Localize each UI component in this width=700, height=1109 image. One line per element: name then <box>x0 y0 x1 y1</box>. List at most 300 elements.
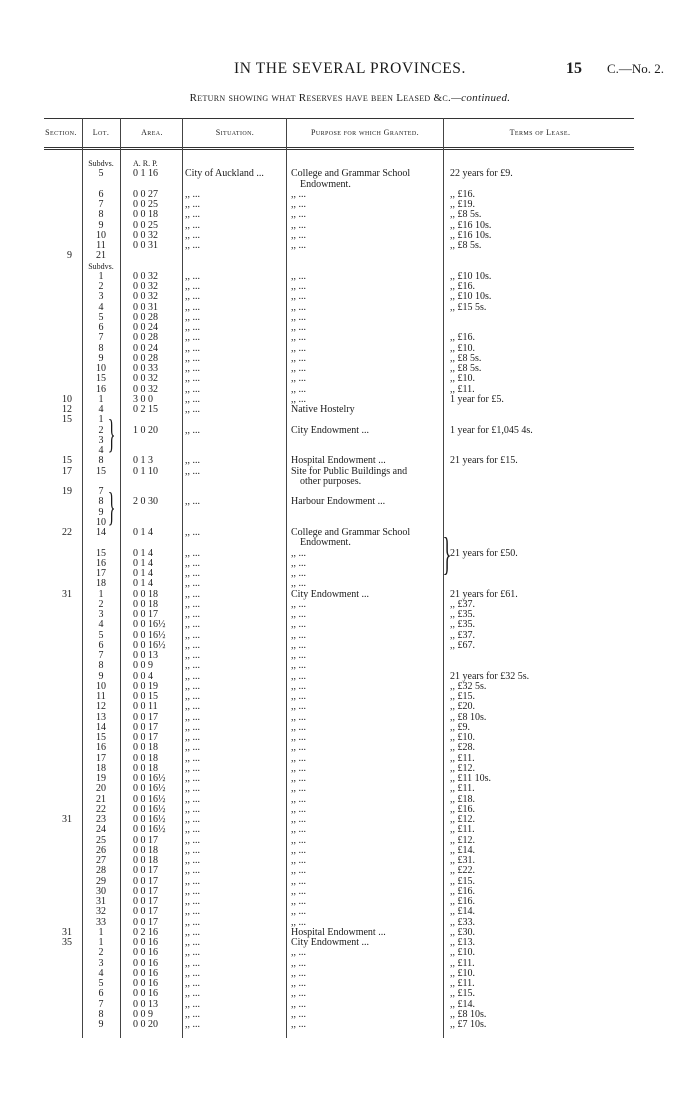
table-cell-terms: ,, £16. <box>450 281 475 292</box>
table-cell-terms: ,, £28. <box>450 742 475 754</box>
table-cell-lot: 7 <box>98 650 104 661</box>
table-cell-purpose: ,, ... <box>291 701 306 713</box>
table-cell-area: 0 0 31 <box>133 240 158 251</box>
table-cell-lot: 18 <box>96 762 106 774</box>
table-cell-area: 0 0 17 <box>133 885 158 897</box>
table-cell-area: 0 0 17 <box>133 609 158 620</box>
table-cell-area: 0 0 9 <box>133 660 153 672</box>
table-cell-lot: 10 <box>96 680 106 692</box>
table-cell-purpose: ,, ... <box>291 957 306 969</box>
table-cell-area: 0 0 27 <box>133 188 158 200</box>
table-cell-section: 9 <box>67 250 72 262</box>
table-cell-terms: ,, £10. <box>450 947 475 959</box>
table-cell-situation: ,, ... <box>185 814 200 825</box>
table-cell-lot: 9 <box>98 219 104 231</box>
table-cell-purpose: other purposes. <box>300 475 362 487</box>
lot-brace: } <box>107 484 116 529</box>
table-cell-area: 0 1 3 <box>133 455 153 467</box>
table-cell-area: 0 0 17 <box>133 834 158 846</box>
table-cell-situation: ,, ... <box>185 1008 200 1020</box>
table-cell-area: 0 0 16 <box>133 947 158 959</box>
table-cell-lot: 5 <box>98 168 104 180</box>
table-cell-lot: 24 <box>96 824 106 836</box>
table-cell-situation: ,, ... <box>185 188 200 200</box>
table-cell-terms: ,, £10 10s. <box>450 270 492 282</box>
table-cell-area: 0 1 10 <box>133 465 158 477</box>
table-cell-lot: 1 <box>98 588 104 600</box>
table-cell-purpose: City Endowment ... <box>291 424 370 436</box>
table-cell-lot: 16 <box>96 383 106 395</box>
table-cell-purpose: ,, ... <box>291 188 306 200</box>
table-cell-section: 22 <box>62 527 72 538</box>
table-cell-situation: ,, ... <box>185 711 200 723</box>
table-cell-area: A. R. P. <box>133 159 158 168</box>
table-cell-lot: 9 <box>98 670 104 682</box>
table-cell-situation: ,, ... <box>185 322 200 333</box>
table-cell-purpose: ,, ... <box>291 332 306 344</box>
table-cell-terms: ,, £11 10s. <box>450 773 492 784</box>
table-cell-terms: ,, £11. <box>450 752 475 764</box>
table-cell-purpose: ,, ... <box>291 793 306 805</box>
table-cell-situation: ,, ... <box>185 609 200 620</box>
table-cell-terms: ,, £10. <box>450 732 475 743</box>
table-cell-area: 0 0 31 <box>133 301 158 313</box>
header-bottom-rule <box>44 147 634 148</box>
table-cell-area: 0 0 32 <box>133 270 158 282</box>
table-cell-lot: 5 <box>98 629 104 641</box>
header-top-rule <box>44 118 634 119</box>
table-cell-lot: 18 <box>96 578 106 590</box>
table-cell-situation: ,, ... <box>185 629 200 641</box>
table-cell-lot: 10 <box>96 229 106 241</box>
table-cell-lot: 12 <box>96 701 106 713</box>
table-cell-lot: 8 <box>98 342 104 354</box>
table-cell-area: 0 0 17 <box>133 732 158 743</box>
table-cell-terms: ,, £11. <box>450 783 475 795</box>
table-cell-area: 0 0 17 <box>133 711 158 723</box>
table-cell-terms: 21 years for £50. <box>450 547 518 559</box>
table-cell-terms: ,, £14. <box>450 998 475 1010</box>
table-cell-situation: ,, ... <box>185 270 200 282</box>
table-cell-situation: ,, ... <box>185 219 200 231</box>
table-cell-purpose: ,, ... <box>291 721 306 733</box>
table-cell-area: 0 0 18 <box>133 588 158 600</box>
table-cell-area: 0 0 18 <box>133 855 158 866</box>
table-cell-area: 0 0 28 <box>133 332 158 344</box>
table-cell-lot: 8 <box>98 1008 104 1020</box>
table-cell-purpose: ,, ... <box>291 373 306 385</box>
table-cell-area: 0 0 16½ <box>133 629 166 641</box>
table-cell-lot: 4 <box>98 445 104 456</box>
table-cell-terms: ,, £12. <box>450 814 475 825</box>
table-cell-area: 0 0 17 <box>133 721 158 733</box>
table-cell-situation: ,, ... <box>185 598 200 610</box>
table-cell-terms: ,, £10 10s. <box>450 291 492 303</box>
table-cell-area: 0 0 28 <box>133 311 158 323</box>
table-cell-situation: ,, ... <box>185 660 200 672</box>
table-cell-purpose: Hospital Endowment ... <box>291 455 386 467</box>
table-cell-area: 0 2 16 <box>133 926 158 938</box>
table-cell-purpose: ,, ... <box>291 1019 306 1030</box>
table-cell-situation: ,, ... <box>185 916 200 928</box>
table-cell-terms: ,, £8 10s. <box>450 1008 487 1020</box>
table-cell-terms: 1 year for £5. <box>450 393 504 405</box>
table-cell-terms: ,, £10. <box>450 373 475 385</box>
table-cell-lot: 6 <box>98 188 104 200</box>
table-cell-lot: 15 <box>96 732 106 743</box>
table-cell-purpose: ,, ... <box>291 896 306 907</box>
table-cell-lot: 3 <box>98 291 104 303</box>
table-cell-area: 0 0 17 <box>133 916 158 928</box>
table-cell-terms: ,, £14. <box>450 844 475 856</box>
table-cell-lot: 16 <box>96 557 106 569</box>
table-cell-lot: 3 <box>98 609 104 620</box>
table-cell-terms: ,, £11. <box>450 824 475 836</box>
table-cell-purpose: ,, ... <box>291 639 306 651</box>
table-cell-lot: 32 <box>96 906 106 918</box>
table-cell-lot: 30 <box>96 885 106 897</box>
table-cell-purpose: ,, ... <box>291 199 306 210</box>
table-cell-area: 0 0 18 <box>133 752 158 764</box>
table-cell-situation: ,, ... <box>185 455 200 467</box>
document-reference: C.—No. 2. <box>607 61 665 76</box>
table-cell-lot: 10 <box>96 363 106 374</box>
table-cell-lot: 26 <box>96 844 106 856</box>
table-subtitle: Return showing what Reserves have been Leased &c.—continued. <box>189 92 511 104</box>
table-cell-situation: ,, ... <box>185 783 200 795</box>
table-cell-terms: ,, £30. <box>450 926 475 938</box>
table-cell-situation: ,, ... <box>185 393 200 405</box>
table-cell-terms: ,, £33. <box>450 916 475 928</box>
table-cell-area: 0 0 33 <box>133 363 158 374</box>
table-cell-lot: 8 <box>98 496 104 508</box>
table-cell-terms: ,, £22. <box>450 865 475 877</box>
table-cell-situation: ,, ... <box>185 896 200 907</box>
table-cell-situation: ,, ... <box>185 752 200 764</box>
table-cell-situation: ,, ... <box>185 342 200 354</box>
table-cell-area: 0 0 16 <box>133 967 158 979</box>
table-cell-purpose: ,, ... <box>291 752 306 764</box>
table-cell-lot: 21 <box>96 793 106 805</box>
table-cell-purpose: ,, ... <box>291 947 306 959</box>
page-title: IN THE SEVERAL PROVINCES. <box>233 60 466 77</box>
table-cell-section: 19 <box>62 486 72 497</box>
table-cell-lot: 5 <box>98 978 104 989</box>
table-cell-situation: ,, ... <box>185 639 200 651</box>
table-cell-terms: ,, £14. <box>450 906 475 918</box>
table-cell-terms: ,, £12. <box>450 834 475 846</box>
table-cell-lot: 4 <box>98 967 104 979</box>
table-cell-lot: 14 <box>96 721 106 733</box>
table-cell-area: 0 0 17 <box>133 865 158 877</box>
table-cell-area: 0 0 13 <box>133 650 158 661</box>
table-cell-section: 31 <box>62 926 72 938</box>
table-cell-area: 0 1 4 <box>133 527 153 538</box>
table-cell-area: 0 0 16½ <box>133 824 166 836</box>
table-cell-terms: ,, £37. <box>450 629 475 641</box>
table-cell-situation: ,, ... <box>185 578 200 590</box>
table-cell-section: 17 <box>62 465 72 477</box>
table-cell-lot: 20 <box>96 783 106 795</box>
table-cell-lot: 5 <box>98 311 104 323</box>
table-cell-situation: ,, ... <box>185 793 200 805</box>
table-cell-purpose: ,, ... <box>291 691 306 702</box>
col-header-lot: Lot. <box>92 128 110 137</box>
table-cell-area: 0 0 18 <box>133 598 158 610</box>
table-cell-lot: 29 <box>96 875 106 887</box>
table-cell-section: 31 <box>62 814 72 825</box>
table-cell-lot: 31 <box>96 896 106 907</box>
table-cell-purpose: ,, ... <box>291 352 306 364</box>
table-cell-purpose: ,, ... <box>291 670 306 682</box>
table-cell-area: 0 0 16 <box>133 988 158 1000</box>
table-cell-situation: ,, ... <box>185 281 200 292</box>
table-cell-lot: 15 <box>96 547 106 559</box>
table-cell-area: 0 0 18 <box>133 742 158 754</box>
table-cell-purpose: ,, ... <box>291 824 306 836</box>
table-cell-area: 2 0 30 <box>133 496 158 508</box>
table-cell-purpose: ,, ... <box>291 547 306 559</box>
table-cell-area: 0 0 17 <box>133 875 158 887</box>
table-cell-terms: ,, £8 5s. <box>450 352 482 364</box>
table-cell-lot: 25 <box>96 834 106 846</box>
table-cell-lot: 11 <box>96 691 106 702</box>
table-cell-terms: ,, £16. <box>450 803 475 815</box>
table-cell-area: 0 0 15 <box>133 691 158 702</box>
table-cell-situation: ,, ... <box>185 967 200 979</box>
table-cell-purpose: ,, ... <box>291 844 306 856</box>
table-cell-terms: ,, £11. <box>450 978 475 989</box>
table-cell-lot: 1 <box>98 937 104 948</box>
table-cell-lot: 16 <box>96 742 106 754</box>
table-cell-purpose: City Endowment ... <box>291 937 370 948</box>
table-cell-situation: ,, ... <box>185 424 200 436</box>
table-cell-situation: ,, ... <box>185 773 200 784</box>
table-cell-situation: ,, ... <box>185 404 200 415</box>
table-cell-area: 0 0 13 <box>133 998 158 1010</box>
table-cell-purpose: ,, ... <box>291 855 306 866</box>
table-cell-area: 0 0 16½ <box>133 793 166 805</box>
table-cell-purpose: ,, ... <box>291 301 306 313</box>
table-cell-area: 0 0 16 <box>133 957 158 969</box>
table-cell-lot: 7 <box>98 486 104 497</box>
table-cell-area: 0 2 15 <box>133 404 158 415</box>
header-bottom-rule-2 <box>44 149 634 150</box>
table-cell-situation: ,, ... <box>185 363 200 374</box>
table-cell-situation: ,, ... <box>185 373 200 385</box>
table-cell-terms: 1 year for £1,045 4s. <box>450 424 533 436</box>
table-cell-purpose: ,, ... <box>291 885 306 897</box>
table-cell-situation: ,, ... <box>185 496 200 508</box>
lot-brace: } <box>107 411 116 456</box>
table-cell-situation: ,, ... <box>185 947 200 959</box>
table-cell-purpose: ,, ... <box>291 1008 306 1020</box>
table-cell-situation: ,, ... <box>185 885 200 897</box>
table-cell-lot: 9 <box>98 352 104 364</box>
table-cell-situation: ,, ... <box>185 619 200 631</box>
table-cell-purpose: ,, ... <box>291 998 306 1010</box>
table-cell-area: 0 0 18 <box>133 762 158 774</box>
table-cell-area: 3 0 0 <box>133 393 153 405</box>
table-cell-area: 0 0 9 <box>133 1008 153 1020</box>
table-cell-situation: ,, ... <box>185 834 200 846</box>
table-cell-situation: ,, ... <box>185 568 200 579</box>
table-cell-lot: 8 <box>98 660 104 672</box>
table-cell-situation: ,, ... <box>185 844 200 856</box>
table-cell-purpose: ,, ... <box>291 629 306 641</box>
table-cell-terms: ,, £16 10s. <box>450 219 492 231</box>
table-cell-purpose: ,, ... <box>291 732 306 743</box>
table-cell-purpose: ,, ... <box>291 773 306 784</box>
table-cell-terms: ,, £8 5s. <box>450 240 482 251</box>
table-cell-terms: ,, £11. <box>450 957 475 969</box>
table-cell-purpose: ,, ... <box>291 291 306 303</box>
table-cell-purpose: College and Grammar School <box>291 527 411 538</box>
table-cell-lot: 13 <box>96 711 106 723</box>
col-header-situation: Situation. <box>215 128 255 137</box>
table-cell-area: 0 0 32 <box>133 291 158 303</box>
table-cell-situation: ,, ... <box>185 988 200 1000</box>
table-cell-terms: ,, £10. <box>450 342 475 354</box>
table-cell-situation: ,, ... <box>185 311 200 323</box>
table-cell-purpose: ,, ... <box>291 383 306 395</box>
table-cell-situation: ,, ... <box>185 732 200 743</box>
table-cell-lot: Subdvs. <box>88 261 114 271</box>
table-cell-situation: ,, ... <box>185 301 200 313</box>
table-cell-area: 0 1 4 <box>133 568 153 579</box>
table-cell-lot: 4 <box>98 301 104 313</box>
table-cell-situation: ,, ... <box>185 824 200 836</box>
table-cell-situation: ,, ... <box>185 762 200 774</box>
table-cell-situation: ,, ... <box>185 957 200 969</box>
table-cell-terms: ,, £16. <box>450 332 475 344</box>
table-cell-situation: ,, ... <box>185 803 200 815</box>
table-cell-lot: 1 <box>98 270 104 282</box>
table-cell-lot: 11 <box>96 240 106 251</box>
table-cell-situation: ,, ... <box>185 588 200 600</box>
page-number: 15 <box>566 60 582 77</box>
table-cell-purpose: ,, ... <box>291 363 306 374</box>
table-cell-terms: ,, £9. <box>450 721 470 733</box>
table-cell-situation: ,, ... <box>185 742 200 754</box>
table-cell-terms: ,, £15. <box>450 875 475 887</box>
table-cell-situation: ,, ... <box>185 875 200 887</box>
table-cell-purpose: ,, ... <box>291 916 306 928</box>
table-cell-area: 0 0 16½ <box>133 773 166 784</box>
table-cell-purpose: ,, ... <box>291 803 306 815</box>
table-cell-area: 0 0 17 <box>133 896 158 907</box>
table-cell-area: 0 0 24 <box>133 342 158 354</box>
table-cell-purpose: ,, ... <box>291 557 306 569</box>
table-cell-situation: ,, ... <box>185 906 200 918</box>
table-cell-situation: ,, ... <box>185 557 200 569</box>
table-cell-purpose: ,, ... <box>291 229 306 241</box>
table-cell-area: 0 1 4 <box>133 547 153 559</box>
table-cell-purpose: ,, ... <box>291 240 306 251</box>
table-cell-lot: 2 <box>98 281 104 292</box>
table-cell-purpose: ,, ... <box>291 742 306 754</box>
table-cell-terms: ,, £8 5s. <box>450 363 482 374</box>
table-cell-terms: ,, £8 5s. <box>450 209 482 221</box>
table-cell-area: 0 0 16½ <box>133 814 166 825</box>
table-cell-situation: City of Auckland ... <box>185 168 264 180</box>
table-cell-terms: ,, £12. <box>450 762 475 774</box>
table-cell-purpose: ,, ... <box>291 865 306 877</box>
table-cell-situation: ,, ... <box>185 229 200 241</box>
table-cell-area: 0 0 19 <box>133 680 158 692</box>
table-cell-purpose: ,, ... <box>291 619 306 631</box>
table-cell-terms: ,, £15. <box>450 691 475 702</box>
table-cell-area: 0 0 16 <box>133 937 158 948</box>
table-cell-area: 0 0 32 <box>133 229 158 241</box>
table-cell-lot: 4 <box>98 619 104 631</box>
table-cell-purpose: Site for Public Buildings and <box>291 465 408 477</box>
table-cell-terms: ,, £37. <box>450 598 475 610</box>
table-cell-purpose: ,, ... <box>291 814 306 825</box>
table-cell-terms: ,, £20. <box>450 701 475 713</box>
table-cell-purpose: ,, ... <box>291 762 306 774</box>
table-cell-terms: ,, £35. <box>450 609 475 620</box>
table-cell-terms: ,, £8 10s. <box>450 711 487 723</box>
table-cell-terms: 21 years for £32 5s. <box>450 670 530 682</box>
table-cell-area: 0 0 4 <box>133 670 153 682</box>
table-cell-situation: ,, ... <box>185 240 200 251</box>
table-cell-situation: ,, ... <box>185 209 200 221</box>
table-cell-lot: 33 <box>96 916 106 928</box>
table-cell-purpose: College and Grammar School <box>291 168 411 180</box>
table-cell-area: 0 0 18 <box>133 844 158 856</box>
table-cell-purpose: ,, ... <box>291 988 306 1000</box>
table-cell-area: 0 0 24 <box>133 322 158 333</box>
table-cell-terms: ,, £11. <box>450 383 475 395</box>
table-cell-section: 35 <box>62 937 72 948</box>
table-cell-situation: ,, ... <box>185 1019 200 1030</box>
table-cell-area: 0 0 17 <box>133 906 158 918</box>
table-cell-purpose: City Endowment ... <box>291 588 370 600</box>
table-cell-lot: 22 <box>96 803 106 815</box>
table-cell-purpose: ,, ... <box>291 322 306 333</box>
table-cell-purpose: ,, ... <box>291 609 306 620</box>
table-cell-area: 0 0 32 <box>133 373 158 385</box>
table-cell-area: 0 0 25 <box>133 199 158 210</box>
table-cell-terms: ,, £16. <box>450 896 475 907</box>
table-cell-terms: ,, £15 5s. <box>450 301 487 313</box>
table-cell-lot: 23 <box>96 814 106 825</box>
table-cell-terms: ,, £16. <box>450 885 475 897</box>
table-cell-terms: ,, £10. <box>450 967 475 979</box>
table-cell-situation: ,, ... <box>185 547 200 559</box>
table-cell-lot: 6 <box>98 988 104 1000</box>
table-cell-lot: 4 <box>98 404 104 415</box>
table-cell-terms: ,, £19. <box>450 199 475 210</box>
table-cell-situation: ,, ... <box>185 465 200 477</box>
table-cell-lot: 8 <box>98 209 104 221</box>
table-cell-situation: ,, ... <box>185 926 200 938</box>
table-cell-area: 0 0 16½ <box>133 783 166 795</box>
table-cell-lot: 1 <box>98 393 104 405</box>
table-cell-purpose: ,, ... <box>291 906 306 918</box>
table-cell-lot: 17 <box>96 752 106 764</box>
table-cell-lot: Subdvs. <box>88 159 114 168</box>
table-cell-lot: 15 <box>96 373 106 385</box>
table-cell-lot: 3 <box>98 434 104 446</box>
table-cell-lot: 15 <box>96 465 106 477</box>
table-cell-purpose: ,, ... <box>291 660 306 672</box>
table-cell-lot: 2 <box>98 598 104 610</box>
table-cell-lot: 7 <box>98 199 104 210</box>
table-cell-situation: ,, ... <box>185 937 200 948</box>
table-cell-lot: 1 <box>98 414 104 426</box>
